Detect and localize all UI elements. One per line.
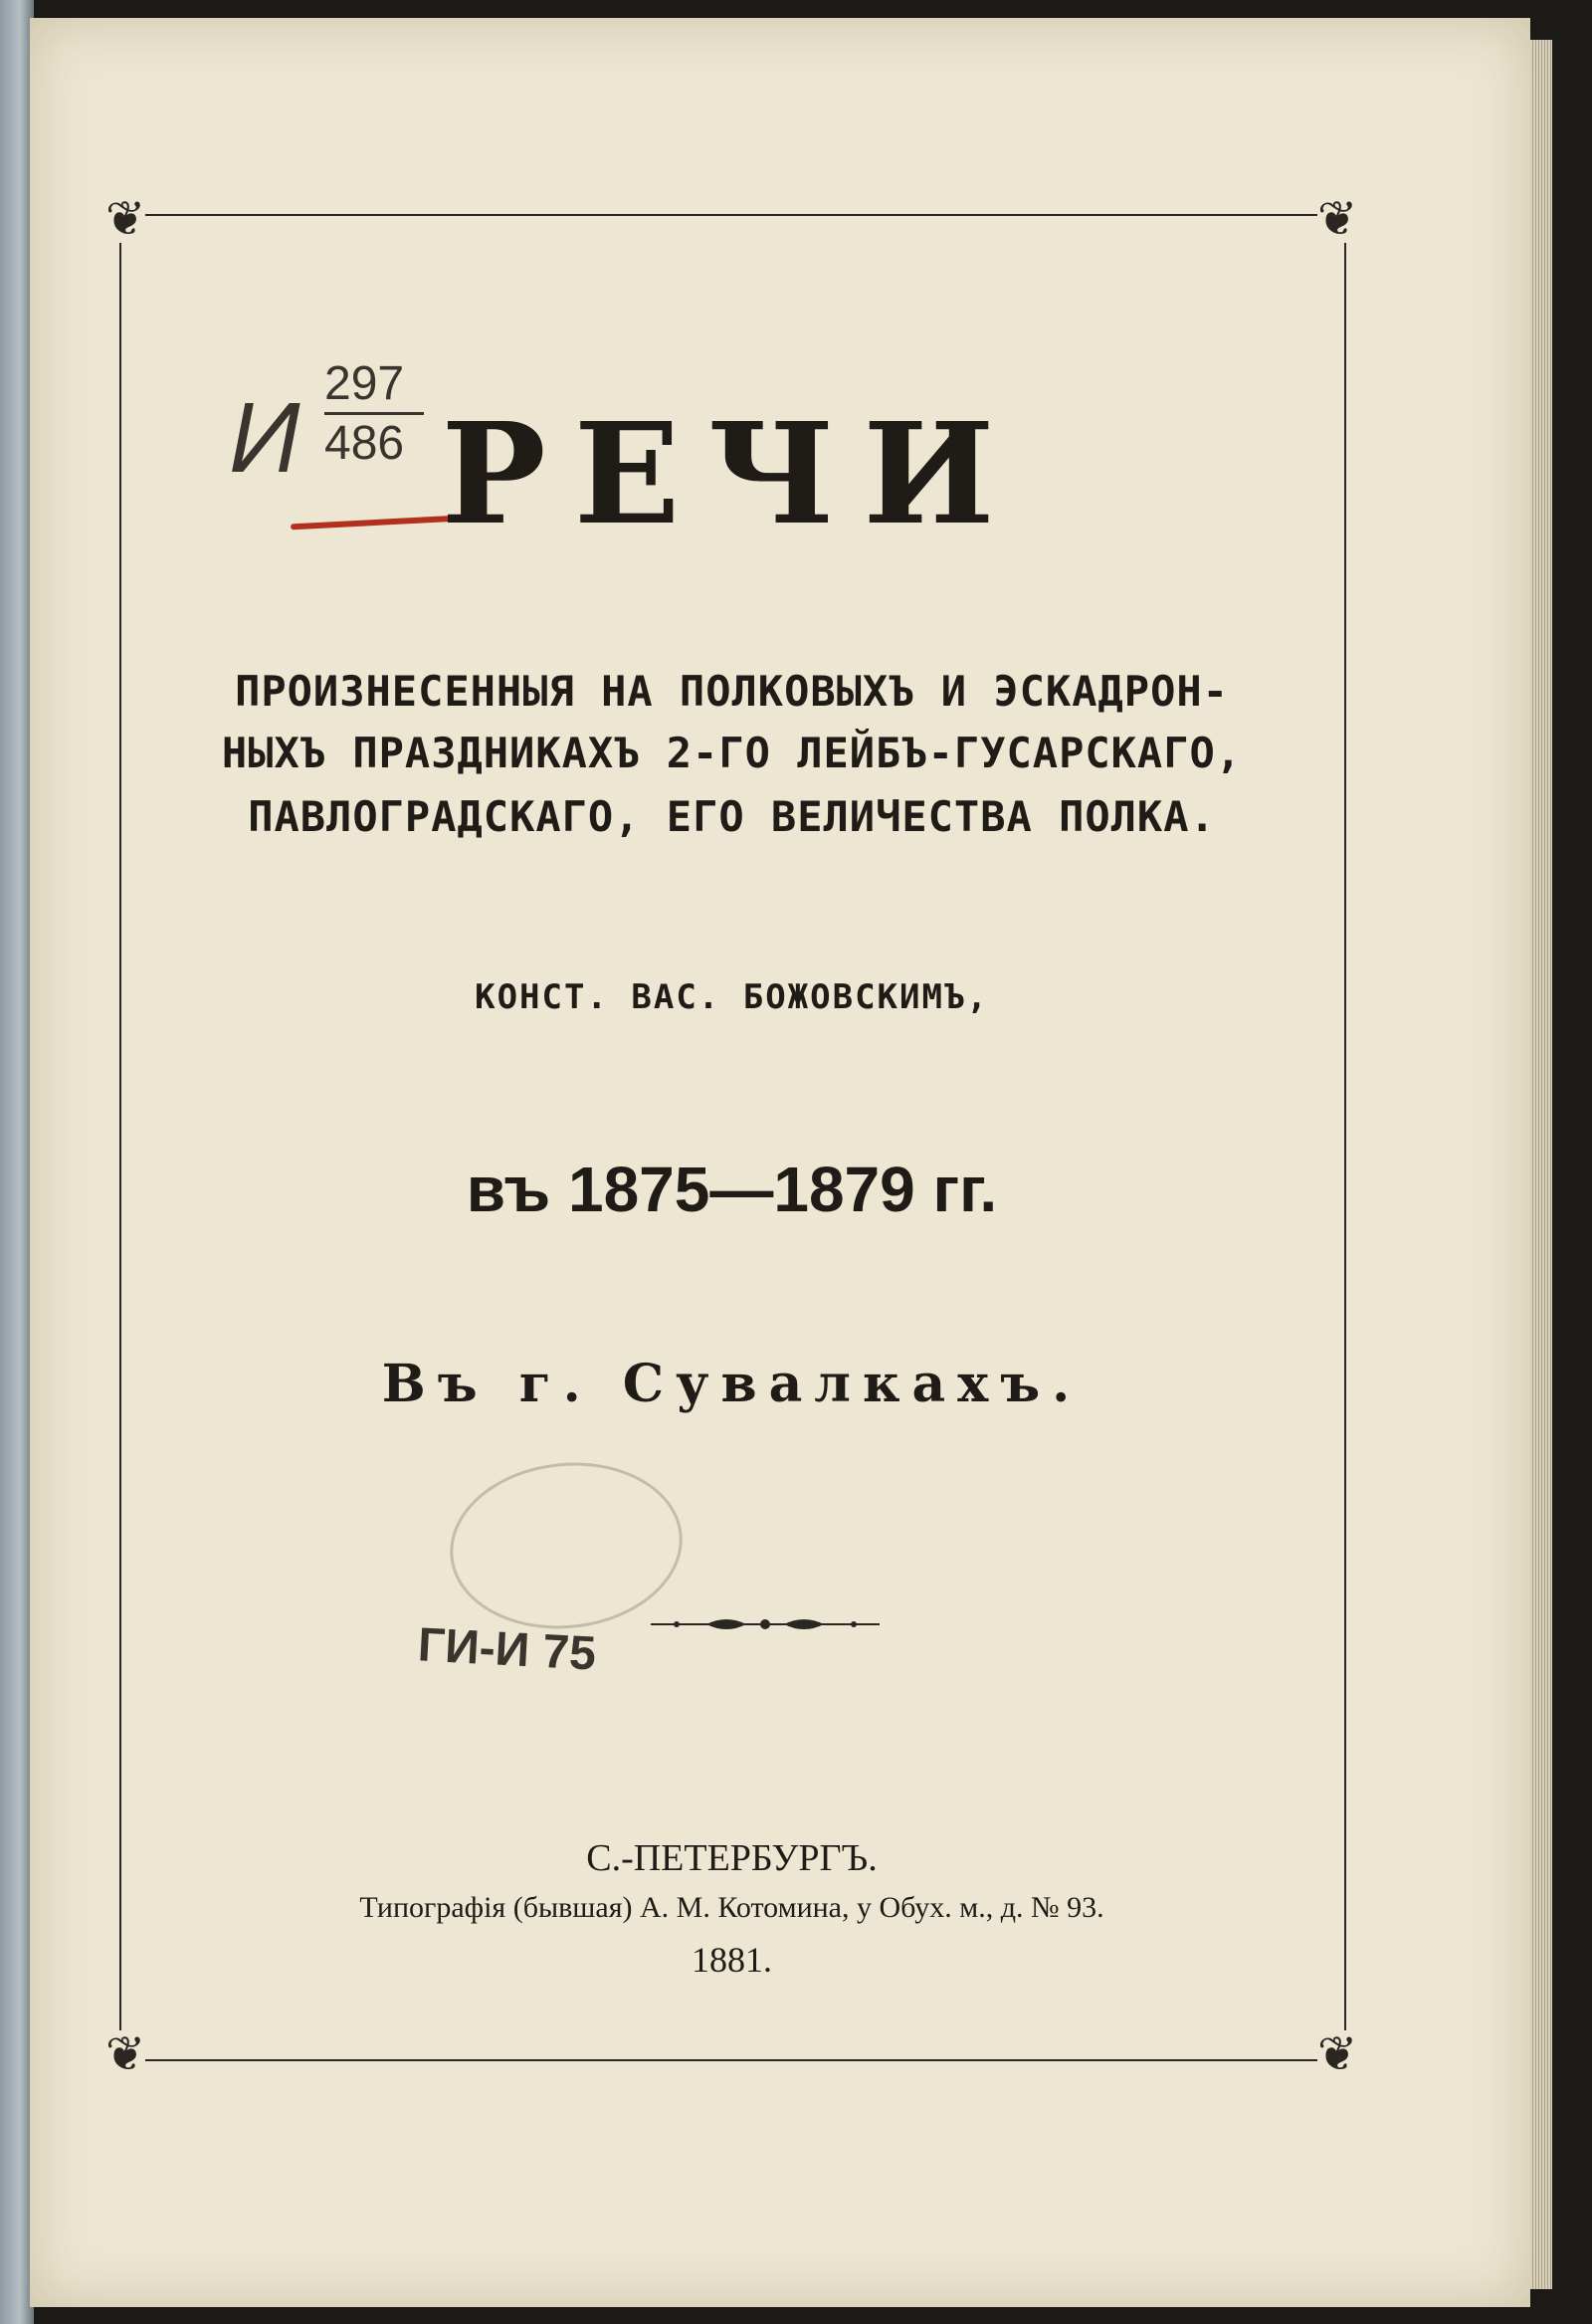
book-title: РЕЧИ — [441, 393, 1023, 556]
author-line: КОНСТ. ВАС. БОЖОВСКИМЪ, — [475, 977, 989, 1017]
book-spine — [0, 0, 34, 2324]
subtitle-line-3: ПАВЛОГРАДСКАГО, ЕГО ВЕЛИЧЕСТВА ПОЛКА. — [248, 792, 1216, 841]
imprint-year: 1881. — [692, 1940, 772, 1980]
imprint-printer: Типографія (бывшая) А. М. Котомина, у Обух. м., д. № 93. — [359, 1891, 1104, 1924]
subtitle-line-1: ПРОИЗНЕСЕННЫЯ НА ПОЛКОВЫХЪ И ЭСКАДРОН- — [235, 667, 1229, 716]
subtitle-line-2: НЫХЪ ПРАЗДНИКАХЪ 2-ГО ЛЕЙБЪ-ГУСАРСКАГО, — [221, 729, 1243, 777]
ornament-corner-icon: ❦ — [105, 2026, 146, 2082]
years-line: въ 1875—1879 гг. — [466, 1154, 998, 1225]
shelf-mark-top: 297 — [324, 357, 405, 410]
shelf-mark-letter: И — [229, 382, 300, 494]
ornament-corner-icon: ❦ — [1317, 2026, 1358, 2082]
ornament-corner-icon: ❦ — [1317, 191, 1358, 247]
shelf-mark-bottom: 486 — [324, 417, 405, 470]
ornament-divider-icon — [647, 1614, 884, 1634]
ornament-corner-icon: ❦ — [105, 191, 146, 247]
place-line: Въ г. Сувалкахъ. — [381, 1354, 1083, 1414]
inventory-number: ГИ-И 75 — [416, 1618, 598, 1681]
page-edges — [1530, 40, 1552, 2289]
imprint-city: С.-ПЕТЕРБУРГЪ. — [586, 1837, 878, 1879]
